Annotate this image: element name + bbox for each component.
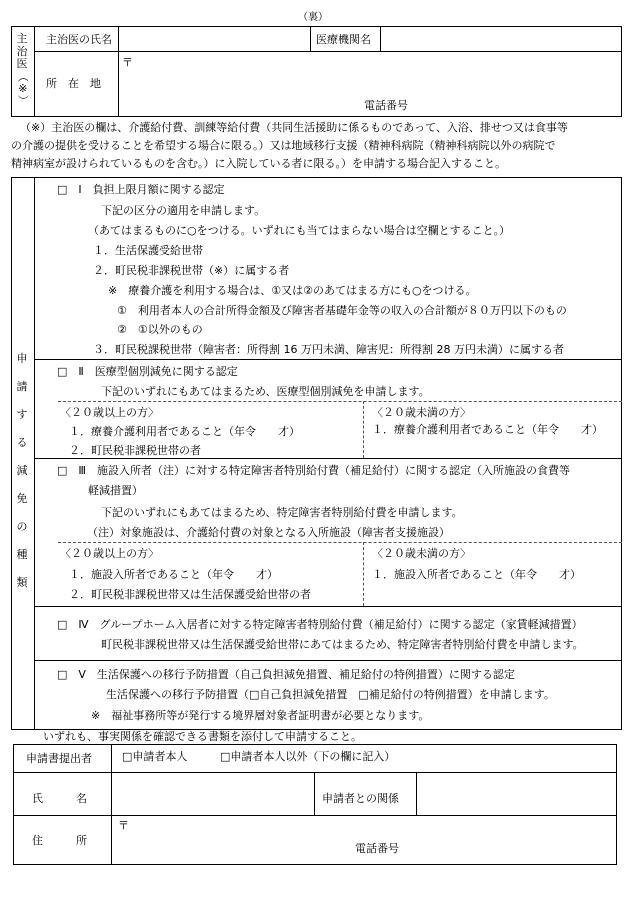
doctor-address-field[interactable] <box>134 56 614 96</box>
section-3-title[interactable]: □ Ⅲ 施設入所者（注）に対する特定障害者特別給付費（補足給付）に関する認定（入所施設の食費等 <box>57 464 570 477</box>
submitter-option-self[interactable]: □申請者本人 <box>122 750 188 763</box>
submitter-postal-mark: 〒 <box>118 819 129 832</box>
note-line-3: 精神病室が設けられているものを含む。）に入院している者に限る。）を申請する場合記入すること。 <box>11 157 506 170</box>
section-1-item-2a[interactable]: ① 利用者本人の合計所得金額及び障害者基礎年金等の収入の合計額が８０万円以下のもの <box>117 304 567 317</box>
submitter-name-field[interactable] <box>118 780 308 808</box>
section-2-right-head: 〈２０歳未満の方〉 <box>372 406 471 419</box>
doctor-name-field[interactable] <box>128 33 304 47</box>
section-1-line-1: 下記の区分の適用を申請します。 <box>101 204 266 217</box>
note-line-2: の介護の提供を受けることを希望する場合に限る。）又は地域移行支援（精神科病院（精神科病院以外の病院で <box>11 139 556 152</box>
institution-field[interactable] <box>386 33 616 47</box>
relation-field[interactable] <box>422 780 610 808</box>
section-5-line-1[interactable]: 生活保護への移行予防措置（□自己負担減免措置 □補足給付の特例措置）を申請します。 <box>106 688 555 701</box>
submitter-address-label: 住 所 <box>32 834 87 847</box>
doctor-name-label: 主治医の氏名 <box>46 33 112 46</box>
section-4-title[interactable]: □ Ⅳ グループホーム入居者に対する特定障害者特別給付費（補足給付）に関する認定（家賃軽減措置） <box>57 618 583 631</box>
section-2-line-1: 下記のいずれにもあてはまるため、医療型個別減免を申請します。 <box>101 385 430 398</box>
submitter-option-other[interactable]: □申請者本人以外（下の欄に記入） <box>220 750 396 763</box>
section-2-left-head: 〈２０歳以上の方〉 <box>60 406 159 419</box>
section-1-item-3[interactable]: ３．町民税課税世帯（障害者：所得割 16 万円未満、障害児：所得割 28 万円未満）に属する者 <box>93 343 564 356</box>
section-2-left-2[interactable]: ２．町民税非課税世帯の者 <box>69 444 201 457</box>
section-5-title[interactable]: □ Ⅴ 生活保護への移行予防措置（自己負担減免措置、補足給付の特例措置）に関する認定 <box>57 668 515 681</box>
section-1-item-2[interactable]: ２．町民税非課税世帯（※）に属する者 <box>93 264 290 277</box>
doctor-postal-mark: 〒 <box>122 56 133 69</box>
section-4-line-1: 町民税非課税世帯又は生活保護受給世帯にあてはまるため、特定障害者特別給付費を申請します。 <box>101 638 584 651</box>
section-3-left-1[interactable]: １．施設入所者であること（年令 才） <box>69 568 278 581</box>
doctor-phone-label: 電話番号 <box>364 99 408 112</box>
section-3-title-2: 軽減措置） <box>88 484 143 497</box>
section-2-right-1[interactable]: １．療養介護利用者であること（年令 才） <box>372 423 603 436</box>
section-3-right-1[interactable]: １．施設入所者であること（年令 才） <box>372 568 581 581</box>
section-2-title[interactable]: □ Ⅱ 医療型個別減免に関する認定 <box>57 365 238 378</box>
reduction-side-label: 申 請 す る 減 免 の 種 類 <box>16 352 28 589</box>
page-label: （裏） <box>298 12 328 23</box>
section-5-line-2: ※ 福祉事務所等が発行する境界層対象者証明書が必要となります。 <box>91 709 430 722</box>
section-1-item-2-note: ※ 療養介護を利用する場合は、①又は②のあてはまる方にも○をつける。 <box>108 284 477 297</box>
section-1-item-1[interactable]: １．生活保護受給世帯 <box>93 244 203 257</box>
note-line-1: （※）主治医の欄は、介護給付費、訓練等給付費（共同生活援助に係るものであって、入浴、排せつ又は食事等 <box>20 121 568 134</box>
section-1-title[interactable]: □ Ⅰ 負担上限月額に関する認定 <box>57 183 225 196</box>
section-3-right-head: 〈２０歳未満の方〉 <box>372 547 471 560</box>
doctor-address-label: 所 在 地 <box>46 77 101 90</box>
institution-label: 医療機関名 <box>316 33 371 46</box>
submitter-label: 申請書提出者 <box>26 752 92 765</box>
submitter-address-field[interactable] <box>130 820 610 840</box>
submitter-name-label: 氏 名 <box>32 792 87 805</box>
doctor-side-label: 主 治 医 （※） <box>16 32 30 106</box>
section-1-item-2b[interactable]: ② ①以外のもの <box>117 323 203 336</box>
section-3-left-2[interactable]: ２．町民税非課税世帯又は生活保護受給世帯の者 <box>69 588 311 601</box>
submitter-phone-label: 電話番号 <box>355 842 399 855</box>
section-3-line-1: 下記のいずれにもあてはまるため、特定障害者特別給付費を申請します。 <box>101 506 463 519</box>
section-1-line-2: （あてはまるものに○をつける。いずれにも当てはまらない場合は空欄とすること。） <box>88 224 511 237</box>
relation-label: 申請者との関係 <box>322 792 399 805</box>
attach-note: いずれも、事実関係を確認できる書類を添付して申請すること。 <box>43 730 362 743</box>
section-3-line-2: （注）対象施設は、介護給付費の対象となる入所施設（障害者支援施設） <box>87 526 450 539</box>
section-2-left-1[interactable]: １．療養介護利用者であること（年令 才） <box>69 425 300 438</box>
section-3-left-head: 〈２０歳以上の方〉 <box>60 547 159 560</box>
